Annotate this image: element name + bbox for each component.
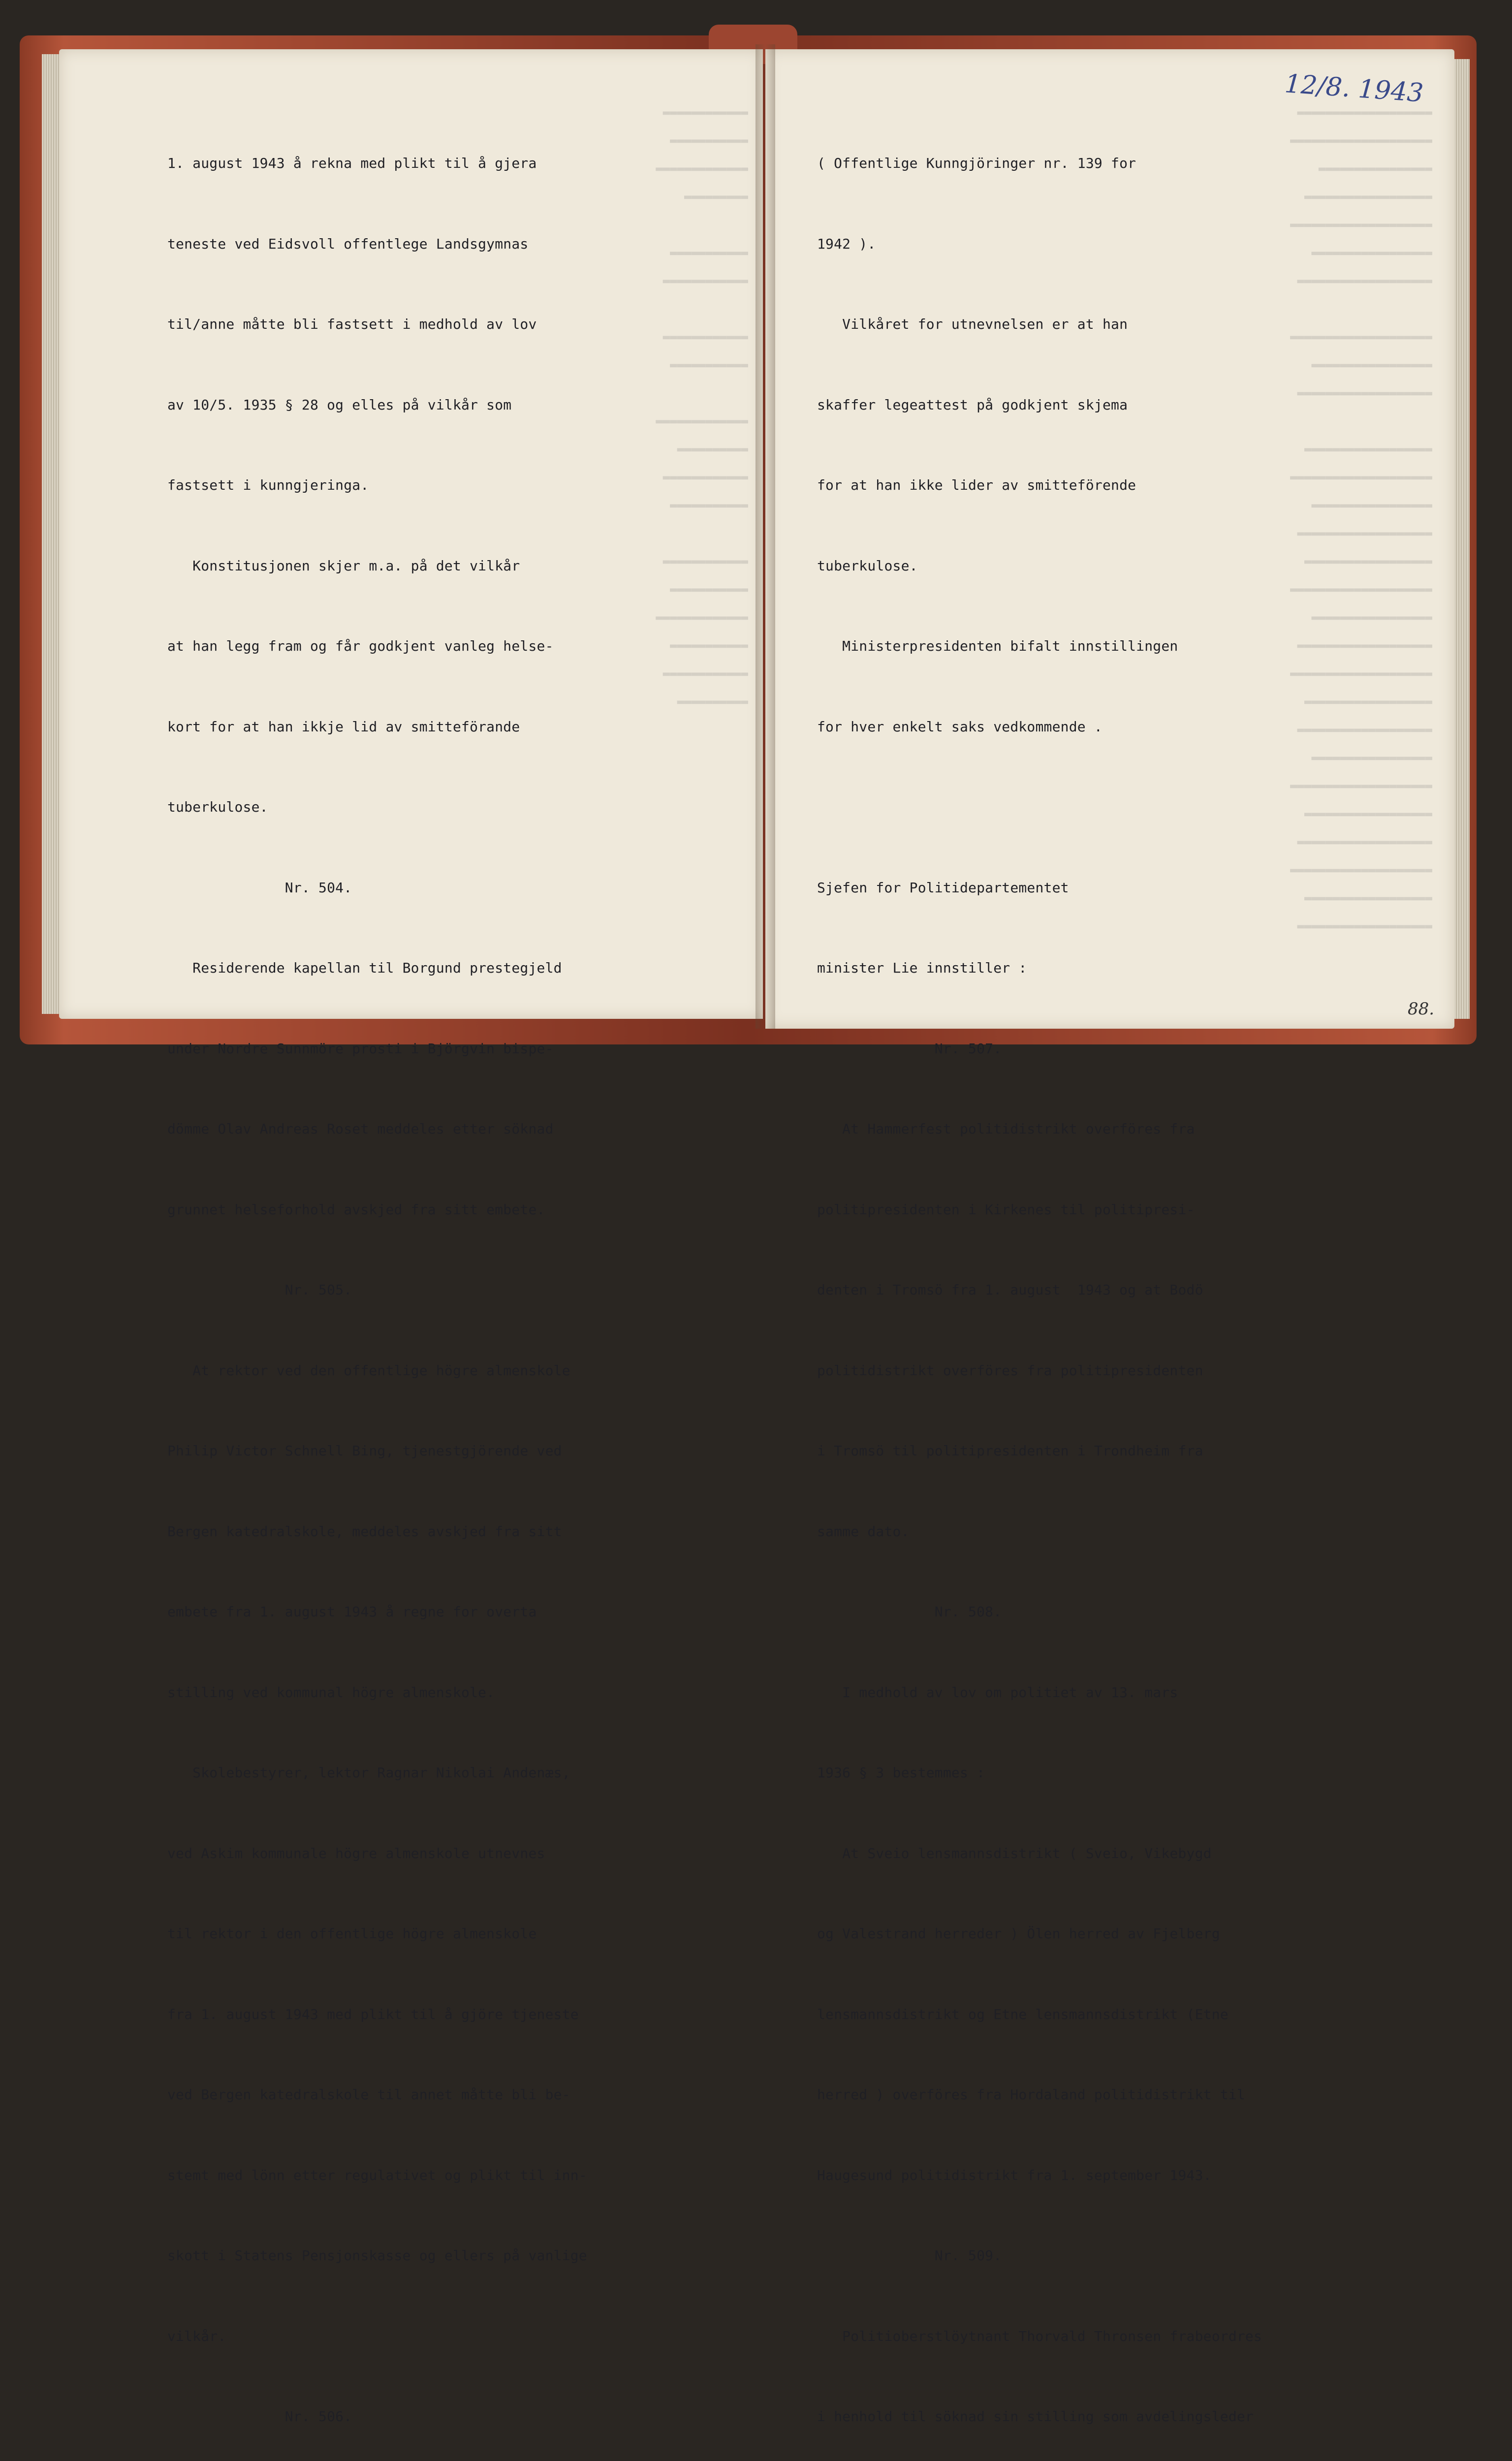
text-line: politidistrikt overföres fra politipresidenten <box>817 1362 1203 1379</box>
text-line: stemt med lönn etter regulativet og plikt til inn- <box>167 2167 587 2183</box>
text-line: ved Bergen katedralskole til annet måtte bli be- <box>167 2086 570 2103</box>
text-line: denten i Tromsö fra 1. august 1943 og at Bodö <box>817 1282 1203 1298</box>
text-line: og Valestrand herreder ) Ölen herred av Fjelberg <box>817 1925 1220 1942</box>
text-line: Konstitusjonen skjer m.a. på det vilkår <box>167 557 520 574</box>
handwritten-date: 12/8. 1943 <box>1284 69 1424 108</box>
text-line: for hver enkelt saks vedkommende . <box>817 718 1102 735</box>
text-line: embete fra 1. august 1943 å regne for overta <box>167 1604 537 1620</box>
blank-line <box>817 794 1262 821</box>
text-line: At Hammerfest politidistrikt overföres fra <box>817 1121 1195 1137</box>
text-line: herred ) overföres fra Hordaland politidistrikt til <box>817 2086 1245 2103</box>
section-number-505: Nr. 505. <box>167 1282 352 1298</box>
text-line: 1. august 1943 å rekna med plikt til å gjera <box>167 155 537 171</box>
section-number-507: Nr. 507. <box>817 1040 1002 1057</box>
text-line: I medhold av lov om politiet av 13. mars <box>817 1684 1178 1701</box>
text-line: skaffer legeattest på godkjent skjema <box>817 396 1128 413</box>
text-line: Residerende kapellan til Borgund prestegjeld <box>167 960 562 976</box>
text-line: tuberkulose. <box>817 557 918 574</box>
text-line: Sjefen for Politidepartementet <box>817 879 1069 896</box>
text-line: stilling ved kommunal högre almenskole. <box>167 1684 495 1701</box>
text-line: til rektor i den offentlige högre almenskole <box>167 1925 537 1942</box>
text-line: politipresidenten i Kirkenes til politipresi- <box>817 1201 1195 1218</box>
text-line: til/anne måtte bli fastsett i medhold av lov <box>167 316 537 332</box>
text-line: ved Askim kommunale högre almenskole utnevnes <box>167 1845 545 1862</box>
text-line: minister Lie innstiller : <box>817 960 1027 976</box>
text-line: i henhold til söknad sin stilling som avdelingsleder <box>817 2408 1254 2425</box>
section-number-509: Nr. 509. <box>817 2247 1002 2264</box>
text-line: 1936 § 3 bestemmes : <box>817 1765 985 1781</box>
text-line: kort for at han ikkje lid av smitteförande <box>167 718 520 735</box>
text-line: Haugesund politidistrikt fra 1. september 1943. <box>817 2167 1212 2183</box>
text-line: Vilkåret for utnevnelsen er at han <box>817 316 1128 332</box>
text-line: skott i Statens Pensjonskasse og ellers på vanlige <box>167 2247 587 2264</box>
text-line: Ministerpresidenten bifalt innstillingen <box>817 638 1178 654</box>
text-line: teneste ved Eidsvoll offentlege Landsgymnas <box>167 235 529 252</box>
text-line: fastsett i kunngjeringa. <box>167 477 369 493</box>
left-page-typed-text <box>167 96 604 2461</box>
text-line: At Sveio lensmannsdistrikt ( Sveio, Vikebygd <box>817 1845 1212 1862</box>
text-line: ( Offentlige Kunngjöringer nr. 139 for <box>817 155 1136 171</box>
text-line: Bergen katedralskole, meddeles avskjed fra sitt <box>167 1523 562 1540</box>
section-number-504: Nr. 504. <box>167 879 352 896</box>
text-line: At rektor ved den offentlige högre almenskole <box>167 1362 570 1379</box>
text-line: for at han ikke lider av smitteförende <box>817 477 1136 493</box>
text-line: 1942 ). <box>817 235 876 252</box>
left-page-edges <box>42 54 62 1014</box>
text-line: av 10/5. 1935 § 28 og elles på vilkår som <box>167 396 512 413</box>
text-line: Philip Victor Schnell Bing, tjenestgjörende ved <box>167 1443 562 1459</box>
book-gutter <box>756 44 775 1029</box>
text-line: tuberkulose. <box>167 799 268 815</box>
text-line: at han legg fram og får godkjent vanleg helse- <box>167 638 554 654</box>
section-number-506: Nr. 506. <box>167 2408 352 2425</box>
bleed-through-text-right: ▬▬▬▬▬▬▬▬▬▬▬▬▬▬▬▬▬▬▬ ▬▬▬▬▬▬▬▬▬▬▬▬▬▬▬▬▬▬▬▬ ▬▬▬▬▬▬▬▬▬▬▬▬▬▬▬▬ ▬▬▬▬▬▬▬▬▬▬▬▬▬▬▬▬▬▬ ▬▬▬▬▬▬▬▬▬▬▬▬▬▬▬▬▬▬▬▬ ▬▬▬▬▬▬▬▬▬▬▬▬▬▬▬▬▬ ▬▬▬▬▬▬▬▬▬▬▬▬▬▬▬▬▬▬▬ ▬▬▬▬▬▬▬▬▬▬▬▬▬▬▬▬▬▬▬▬ ▬▬▬▬▬▬▬▬▬▬▬▬▬▬▬▬▬ ▬▬▬▬▬▬▬▬▬▬▬▬▬▬▬▬▬▬▬ ▬▬▬▬▬▬▬▬▬▬▬▬▬▬▬▬▬▬ ▬▬▬▬▬▬▬▬▬▬▬▬▬▬▬▬▬▬▬▬ ▬▬▬▬▬▬▬▬▬▬▬▬▬▬▬▬▬ ▬▬▬▬▬▬▬▬▬▬▬▬▬▬▬▬▬▬▬ ▬▬▬▬▬▬▬▬▬▬▬▬▬▬▬▬▬▬ ▬▬▬▬▬▬▬▬▬▬▬▬▬▬▬▬▬▬▬▬ ▬▬▬▬▬▬▬▬▬▬▬▬▬▬▬▬▬ ▬▬▬▬▬▬▬▬▬▬▬▬▬▬▬▬▬▬▬ ▬▬▬▬▬▬▬▬▬▬▬▬▬▬▬▬▬▬▬▬ ▬▬▬▬▬▬▬▬▬▬▬▬▬▬▬▬▬▬ ▬▬▬▬▬▬▬▬▬▬▬▬▬▬▬▬▬▬▬ ▬▬▬▬▬▬▬▬▬▬▬▬▬▬▬▬▬ ▬▬▬▬▬▬▬▬▬▬▬▬▬▬▬▬▬▬▬▬ ▬▬▬▬▬▬▬▬▬▬▬▬▬▬▬▬▬▬ ▬▬▬▬▬▬▬▬▬▬▬▬▬▬▬▬▬▬▬ ▬▬▬▬▬▬▬▬▬▬▬▬▬▬▬▬▬▬▬▬ ▬▬▬▬▬▬▬▬▬▬▬▬▬▬▬▬▬▬ ▬▬▬▬▬▬▬▬▬▬▬▬▬▬▬▬▬▬▬ <box>1290 105 1432 933</box>
text-line: i Tromsö til politipresidenten i Trondheim fra <box>817 1443 1203 1459</box>
section-number-508: Nr. 508. <box>817 1604 1002 1620</box>
text-line: lensmannsdistrikt og Etne lensmannsdistrikt (Etne <box>817 2006 1228 2022</box>
text-line: Skolebestyrer, lektor Ragnar Nikolai Andenæs, <box>167 1765 570 1781</box>
text-line: samme dato. <box>817 1523 910 1540</box>
right-page-edges <box>1452 59 1470 1019</box>
text-line: grunnet helseforhold avskjed fra sitt embete. <box>167 1201 545 1218</box>
page-folio-number: 88. <box>1408 999 1435 1019</box>
right-page-typed-text <box>817 96 1262 2461</box>
text-line: fra 1. august 1943 med plikt til å gjöre tjeneste <box>167 2006 579 2022</box>
text-line: dömme Olav Andreas Roset meddeles etter söknad <box>167 1121 554 1137</box>
bleed-through-text-left: ▬▬▬▬▬▬▬▬▬▬▬▬ ▬▬▬▬▬▬▬▬▬▬▬ ▬▬▬▬▬▬▬▬▬▬▬▬▬ ▬▬▬▬▬▬▬▬▬ ▬▬▬▬▬▬▬▬▬▬▬ ▬▬▬▬▬▬▬▬▬▬▬▬ ▬▬▬▬▬▬▬▬▬▬▬▬ ▬▬▬▬▬▬▬▬▬▬▬ ▬▬▬▬▬▬▬▬▬▬▬▬▬ ▬▬▬▬▬▬▬▬▬▬ ▬▬▬▬▬▬▬▬▬▬▬▬ ▬▬▬▬▬▬▬▬▬▬▬ ▬▬▬▬▬▬▬▬▬▬▬▬ ▬▬▬▬▬▬▬▬▬▬▬ ▬▬▬▬▬▬▬▬▬▬▬▬▬ ▬▬▬▬▬▬▬▬▬▬▬ ▬▬▬▬▬▬▬▬▬▬▬▬ ▬▬▬▬▬▬▬▬▬▬ <box>656 105 748 708</box>
text-line: vilkår. <box>167 2328 226 2344</box>
text-line: under Nordre Sunnmöre prosti i Björgvin bispe- <box>167 1040 554 1057</box>
text-line: Politioberstlöytnant Thorvald Thronsen frabeordres <box>817 2328 1262 2344</box>
